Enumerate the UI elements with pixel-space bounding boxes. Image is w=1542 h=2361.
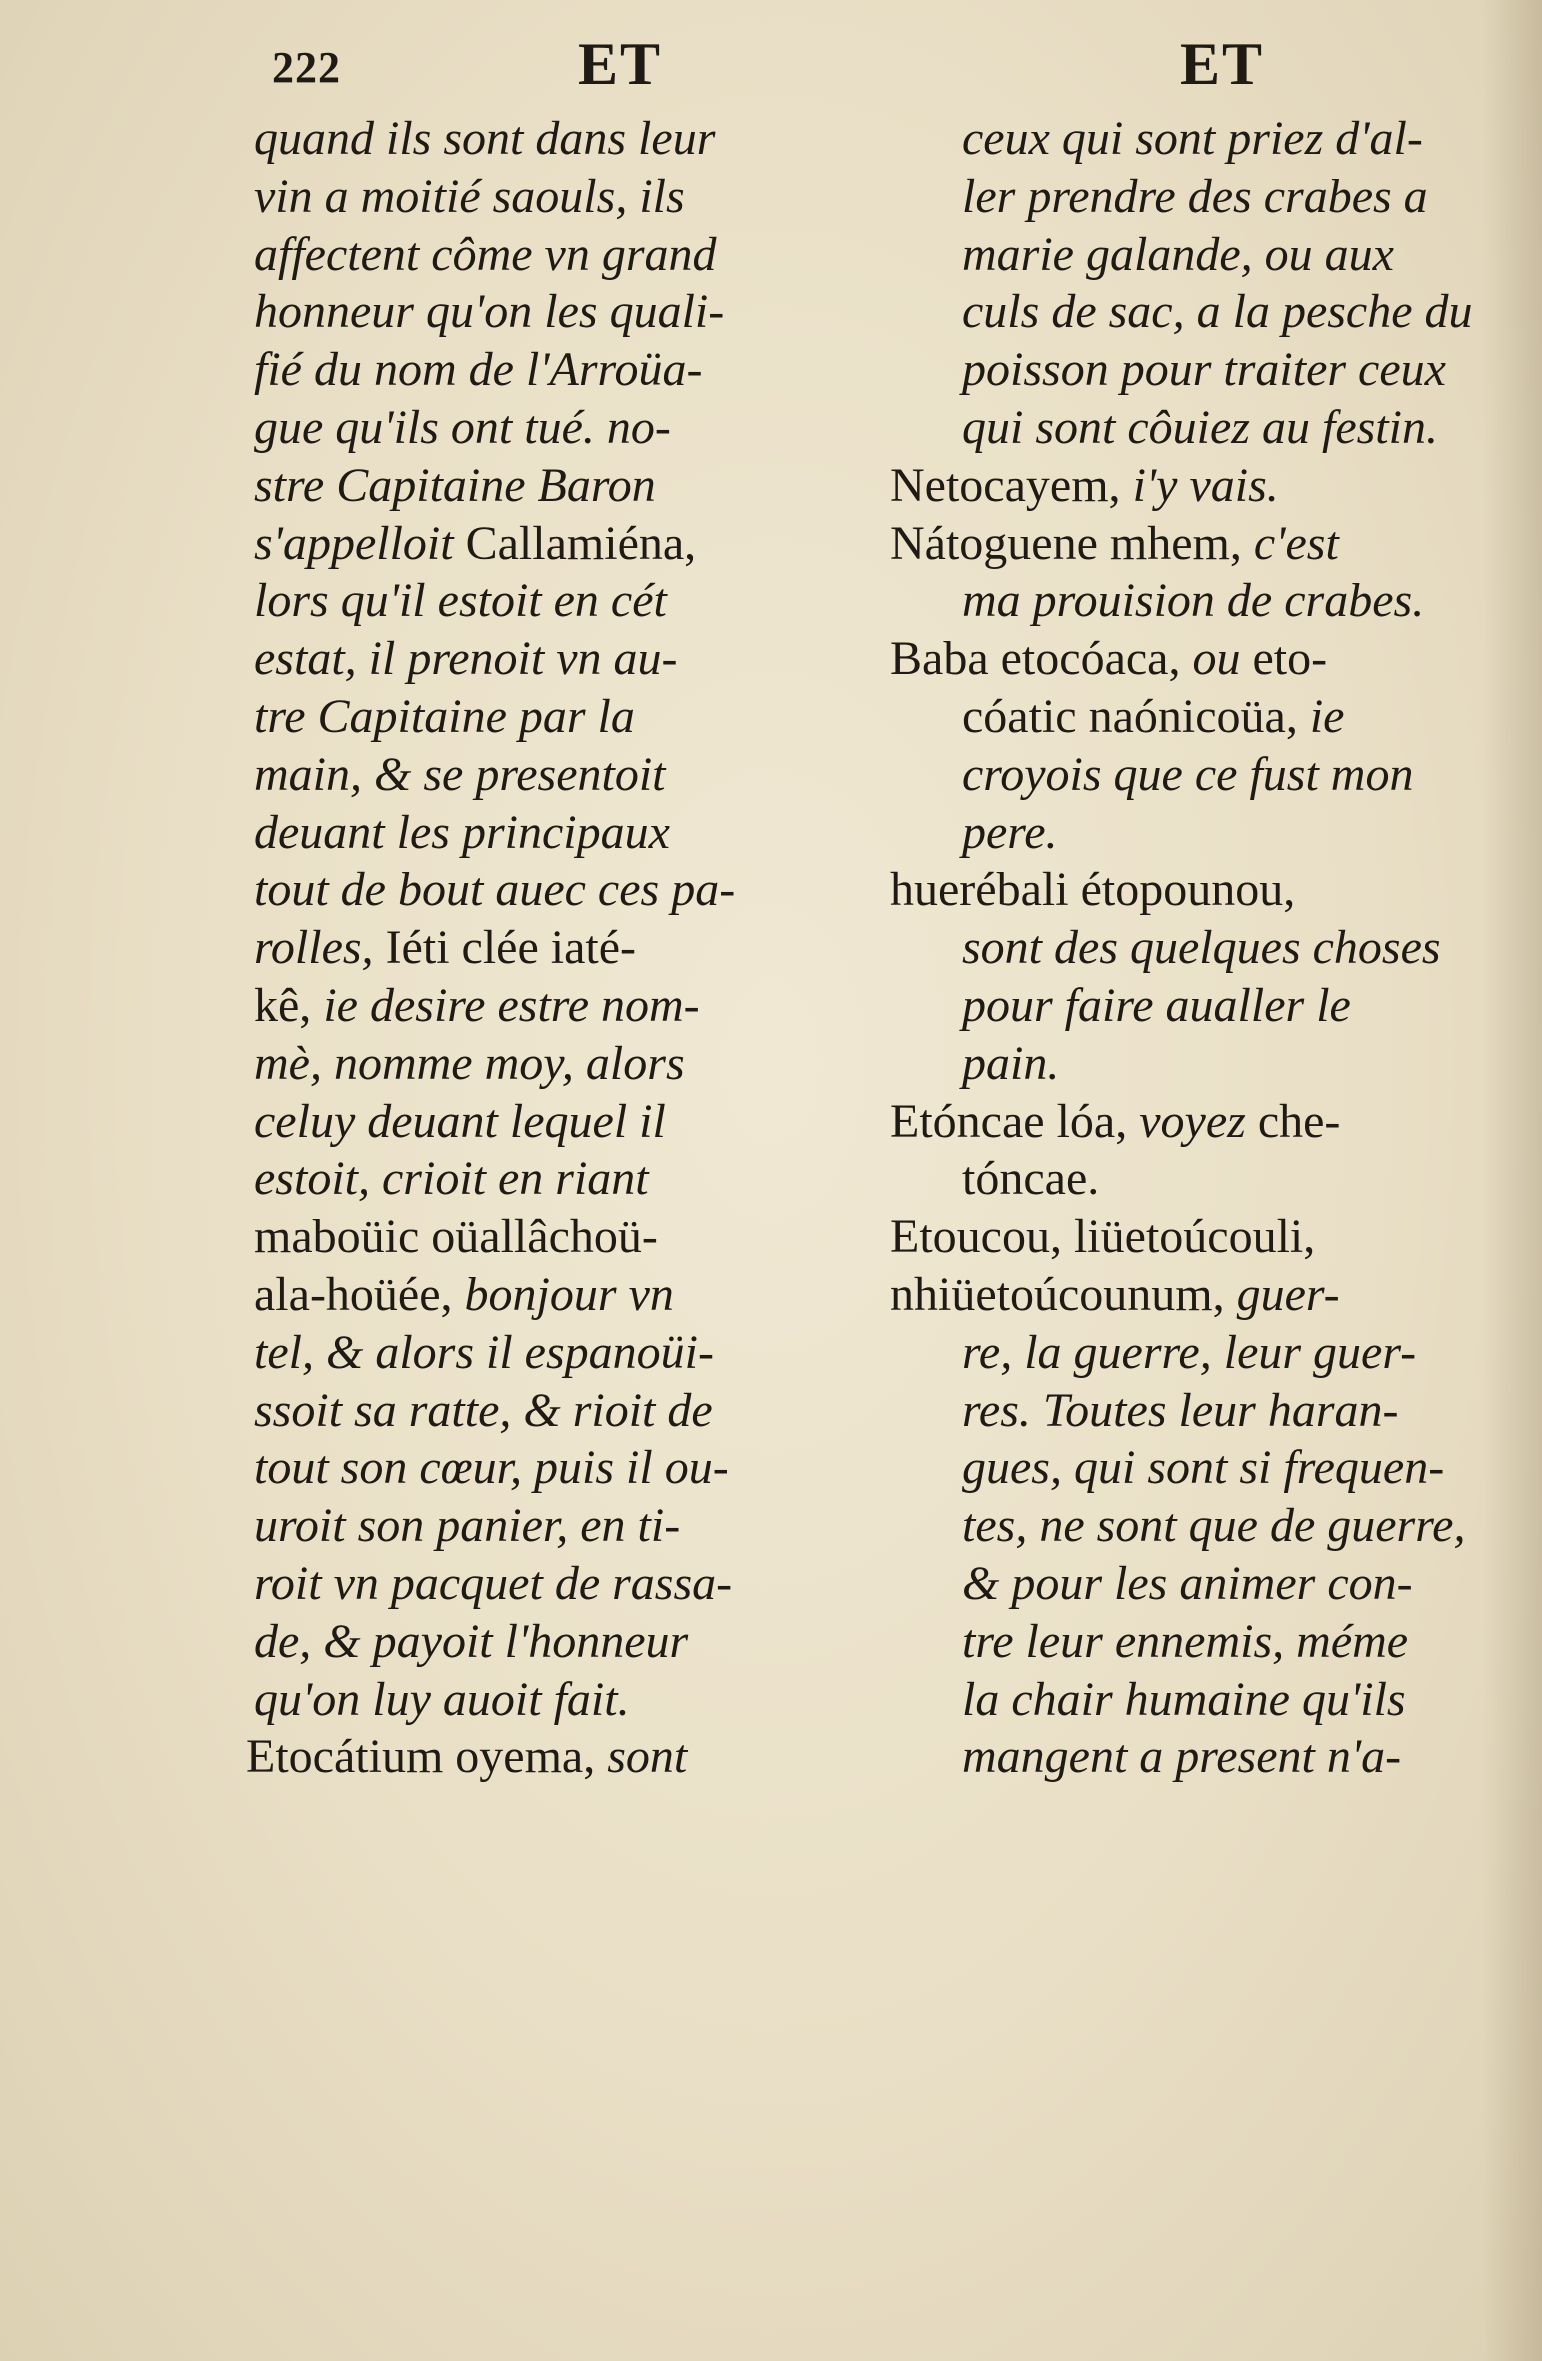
italic-text-run: ie desire estre nom- bbox=[323, 978, 700, 1032]
text-line bbox=[890, 1555, 1490, 1613]
roman-text-run: tóncae. bbox=[962, 1152, 1100, 1206]
italic-text-run: pain. bbox=[962, 1036, 1060, 1090]
text-line bbox=[890, 399, 1490, 457]
italic-text-run: ssoit sa ratte, & rioit de bbox=[254, 1383, 713, 1437]
italic-text-run: ou bbox=[1192, 632, 1253, 686]
text-line bbox=[254, 457, 864, 515]
text-line bbox=[254, 515, 864, 573]
italic-text-run: qu'on luy auoit fait. bbox=[254, 1672, 630, 1726]
text-line bbox=[254, 1266, 864, 1324]
roman-text-run: Baba etocóaca, bbox=[890, 632, 1193, 686]
text-line bbox=[254, 168, 864, 226]
italic-text-run: lors qu'il estoit en cét bbox=[254, 574, 667, 628]
roman-text-run: Etoucou, liüetoúcouli, bbox=[890, 1210, 1316, 1264]
text-line bbox=[254, 630, 864, 688]
text-line bbox=[890, 572, 1490, 630]
text-line bbox=[254, 399, 864, 457]
roman-text-run: Nátoguene mhem, bbox=[890, 516, 1254, 570]
text-line bbox=[254, 977, 864, 1035]
roman-text-run: ala-hoüée, bbox=[254, 1267, 465, 1321]
text-line bbox=[254, 1497, 864, 1555]
italic-text-run: & pour les animer con- bbox=[962, 1556, 1413, 1610]
italic-text-run: ceux qui sont priez d'al- bbox=[962, 112, 1423, 165]
text-line bbox=[254, 283, 864, 341]
text-line bbox=[890, 1728, 1490, 1786]
text-line bbox=[254, 110, 864, 168]
italic-text-run: culs de sac, a la pesche du bbox=[962, 285, 1473, 339]
italic-text-run: affectent côme vn grand bbox=[254, 227, 717, 281]
text-line bbox=[254, 1555, 864, 1613]
text-line bbox=[890, 1150, 1490, 1208]
text-line bbox=[254, 746, 864, 804]
italic-text-run: mè, nomme moy, alors bbox=[254, 1036, 685, 1090]
text-line bbox=[890, 168, 1490, 226]
text-line bbox=[890, 688, 1490, 746]
text-line bbox=[254, 226, 864, 284]
roman-text-run: huerébali étopounou, bbox=[890, 863, 1296, 917]
italic-text-run: tout son cœur, puis il ou- bbox=[254, 1441, 729, 1495]
roman-text-run: Iéti clée iaté- bbox=[385, 921, 637, 975]
italic-text-run: tre leur ennemis, méme bbox=[962, 1614, 1409, 1668]
italic-text-run: uroit son panier, en ti- bbox=[254, 1499, 681, 1553]
text-line bbox=[254, 861, 864, 919]
text-line bbox=[254, 1208, 864, 1266]
text-line bbox=[890, 919, 1490, 977]
italic-text-run: stre Capitaine Baron bbox=[254, 458, 656, 512]
text-line bbox=[890, 1266, 1490, 1324]
text-line bbox=[890, 861, 1490, 919]
text-line bbox=[254, 1035, 864, 1093]
italic-text-run: bonjour vn bbox=[464, 1267, 674, 1321]
text-line bbox=[890, 226, 1490, 284]
italic-text-run: guer- bbox=[1236, 1267, 1340, 1321]
italic-text-run: de, & payoit l'honneur bbox=[254, 1614, 689, 1668]
italic-text-run: pere. bbox=[962, 805, 1058, 859]
text-line bbox=[254, 688, 864, 746]
roman-text-run: cóatic naónicoüa, bbox=[962, 689, 1310, 743]
roman-text-run: nhiüetoúcounum, bbox=[890, 1267, 1237, 1321]
text-line bbox=[890, 515, 1490, 573]
roman-text-run: Etocátium oyema, bbox=[246, 1730, 608, 1784]
italic-text-run: sont des quelques choses bbox=[962, 921, 1441, 975]
text-line bbox=[254, 1613, 864, 1671]
italic-text-run: ma prouision de crabes. bbox=[962, 574, 1425, 628]
text-line bbox=[890, 977, 1490, 1035]
text-line bbox=[254, 572, 864, 630]
text-line bbox=[890, 1208, 1490, 1266]
text-line bbox=[890, 630, 1490, 688]
text-line bbox=[254, 1150, 864, 1208]
italic-text-run: voyez bbox=[1139, 1094, 1258, 1148]
text-line bbox=[890, 341, 1490, 399]
italic-text-run: gues, qui sont si frequen- bbox=[962, 1441, 1445, 1495]
italic-text-run: deuant les principaux bbox=[254, 805, 670, 859]
running-head-left: ET bbox=[578, 31, 663, 97]
italic-text-run: tre Capitaine par la bbox=[254, 689, 635, 743]
roman-text-run: Etóncae lóa, bbox=[890, 1094, 1140, 1148]
roman-text-run: Netocayem, bbox=[890, 458, 1133, 512]
running-head-right: ET bbox=[1180, 31, 1265, 97]
italic-text-run: poisson pour traiter ceux bbox=[962, 343, 1446, 397]
text-line bbox=[890, 110, 1490, 168]
text-line bbox=[890, 1613, 1490, 1671]
text-line bbox=[254, 919, 864, 977]
italic-text-run: vin a moitié saouls, ils bbox=[254, 169, 685, 223]
italic-text-run: ler prendre des crabes a bbox=[962, 169, 1428, 223]
italic-text-run: i'y vais. bbox=[1132, 458, 1279, 512]
italic-text-run: gue qu'ils ont tué. no- bbox=[254, 400, 671, 454]
roman-text-run: che- bbox=[1257, 1094, 1341, 1148]
italic-text-run: ie bbox=[1309, 689, 1345, 743]
text-line bbox=[254, 1093, 864, 1151]
italic-text-run: tel, & alors il espanoüi- bbox=[254, 1325, 714, 1379]
italic-text-run: quand ils sont dans leur bbox=[254, 112, 716, 165]
right-text-column bbox=[890, 110, 1490, 1786]
page-edge-shadow bbox=[1482, 0, 1542, 2361]
italic-text-run: mangent a present n'a- bbox=[962, 1730, 1402, 1784]
text-line bbox=[890, 1382, 1490, 1440]
roman-text-run: Callamiéna, bbox=[465, 516, 697, 570]
italic-text-run: fié du nom de l'Arroüa- bbox=[254, 343, 703, 397]
italic-text-run: s'appelloit bbox=[254, 516, 466, 570]
text-line bbox=[890, 804, 1490, 862]
text-line bbox=[890, 1093, 1490, 1151]
text-line bbox=[254, 1671, 864, 1729]
italic-text-run: sont bbox=[607, 1730, 688, 1784]
italic-text-run: marie galande, ou aux bbox=[962, 227, 1394, 281]
italic-text-run: c'est bbox=[1253, 516, 1339, 570]
italic-text-run: rolles, bbox=[254, 921, 386, 975]
text-line bbox=[890, 1497, 1490, 1555]
text-line bbox=[890, 283, 1490, 341]
roman-text-run: eto- bbox=[1252, 632, 1328, 686]
italic-text-run: roit vn pacquet de rassa- bbox=[254, 1556, 733, 1610]
text-line bbox=[890, 1035, 1490, 1093]
text-line bbox=[246, 1728, 864, 1786]
italic-text-run: croyois que ce fust mon bbox=[962, 747, 1414, 801]
italic-text-run: tout de bout auec ces pa- bbox=[254, 863, 736, 917]
text-line bbox=[254, 1324, 864, 1382]
roman-text-run: maboüic oüallâchoü- bbox=[254, 1210, 658, 1264]
text-line bbox=[890, 746, 1490, 804]
italic-text-run: la chair humaine qu'ils bbox=[962, 1672, 1406, 1726]
italic-text-run: re, la guerre, leur guer- bbox=[962, 1325, 1417, 1379]
left-text-column bbox=[246, 110, 864, 1786]
text-line bbox=[890, 457, 1490, 515]
italic-text-run: celuy deuant lequel il bbox=[254, 1094, 666, 1148]
text-line bbox=[254, 804, 864, 862]
italic-text-run: qui sont côuiez au festin. bbox=[962, 400, 1438, 454]
italic-text-run: estat, il prenoit vn au- bbox=[254, 632, 678, 686]
italic-text-run: tes, ne sont que de guerre, bbox=[962, 1499, 1466, 1553]
text-line bbox=[254, 1382, 864, 1440]
page-number: 222 bbox=[272, 43, 341, 92]
text-line bbox=[254, 1439, 864, 1497]
text-line bbox=[254, 341, 864, 399]
text-line bbox=[890, 1324, 1490, 1382]
roman-text-run: kê, bbox=[254, 978, 324, 1032]
italic-text-run: pour faire aualler le bbox=[962, 978, 1351, 1032]
text-line bbox=[890, 1439, 1490, 1497]
italic-text-run: estoit, crioit en riant bbox=[254, 1152, 649, 1206]
italic-text-run: honneur qu'on les quali- bbox=[254, 285, 725, 339]
italic-text-run: main, & se presentoit bbox=[254, 747, 666, 801]
italic-text-run: res. Toutes leur haran- bbox=[962, 1383, 1399, 1437]
text-line bbox=[890, 1671, 1490, 1729]
